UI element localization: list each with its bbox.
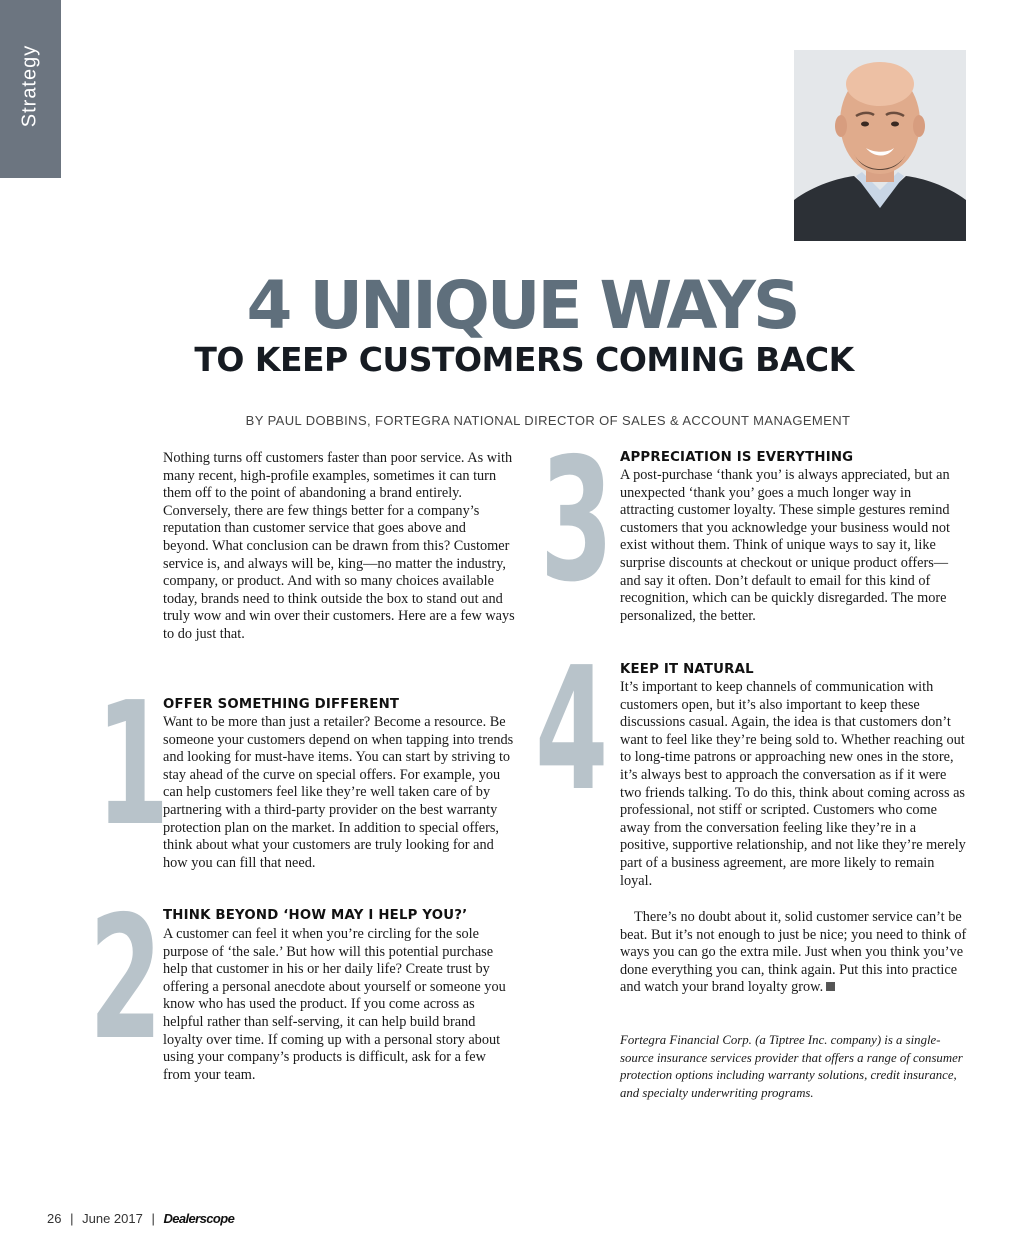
issue-date: June 2017	[82, 1211, 143, 1226]
section-2-heading: THINK BEYOND ‘HOW MAY I HELP YOU?’	[163, 908, 468, 923]
company-bio: Fortegra Financial Corp. (a Tiptree Inc. company) is a single-source insurance services provider that offers a range of consumer protection options including warranty solutions, credit insurance, and specialty underwriting programs.	[620, 1033, 963, 1100]
section-4-body	[620, 679, 968, 890]
section-1-body: Want to be more than just a retailer? Become a resource. Be someone your customers depend on when tapping into trends and looking for must-have items. You can start by striving to stay ahead of the curve on special offers. For example, you can help customers feel like they’re well taken care of by partnering with a third-party provider on the best warranty protection plan on the market. In addition to special offers, think about what your customers are truly looking for and how you can fill that need.	[163, 714, 514, 871]
section-3-heading: APPRECIATION IS EVERYTHING	[620, 450, 854, 465]
footer-separator-1: |	[70, 1211, 74, 1226]
section-tab	[0, 0, 61, 178]
end-mark-icon	[826, 982, 835, 991]
section-tab-label: Strategy	[18, 44, 41, 128]
author-portrait-graphic	[794, 50, 966, 241]
section-4-body-text: It’s important to keep channels of communication with customers open, but it’s also important to keep these discussions casual. Again, the idea is that customers don’t want to feel like they’re being sold to. Whether reaching out to long-time patrons or approaching new ones in the store, it’s always best to approach the conversation as if it were two friends talking. To do this, think about coming across as professional, not stiff or scripted. Customers who come away from the conversation feeling like they’re in a positive, supportive relationship, and not like they’re merely part of a business agreement, are more likely to remain loyal.	[620, 679, 966, 889]
section-3-body: A post-purchase ‘thank you’ is always appreciated, but an unexpected ‘thank you’ goes a much longer way in attracting customer loyalty. These simple gestures remind customers that you acknowledge your business would not exist without them. Think of unique ways to say it, like surprise discounts at checkout or unique product offers—and say it often. Don’t default to email for this kind of recognition, which can be quickly disregarded. The more personalized, the better.	[620, 467, 950, 624]
section-1-numeral: 1	[96, 666, 170, 864]
closing-text: There’s no doubt about it, solid customer service can’t be beat. But it’s not enough to just be nice; you need to think of ways you can go the extra mile. Just when you think you’ve done everything you can, think again. Put this into practice and watch your brand loyalty grow.	[620, 909, 967, 996]
section-4-numeral: 4	[535, 631, 609, 829]
article-title: 4 UNIQUE WAYS	[246, 267, 798, 344]
page-number: 26	[47, 1211, 62, 1226]
closing-paragraph	[620, 909, 968, 997]
section-2-numeral: 2	[89, 880, 163, 1078]
section-4-heading: KEEP IT NATURAL	[620, 662, 754, 677]
byline: BY PAUL DOBBINS, FORTEGRA NATIONAL DIRECTOR OF SALES & ACCOUNT MANAGEMENT	[245, 413, 851, 428]
author-photo	[794, 50, 966, 241]
section-1-heading: OFFER SOMETHING DIFFERENT	[163, 697, 400, 712]
page-footer	[47, 1211, 234, 1226]
section-3-numeral: 3	[540, 422, 614, 620]
article-subtitle: TO KEEP CUSTOMERS COMING BACK	[194, 340, 854, 379]
footer-separator-2: |	[151, 1211, 155, 1226]
intro-paragraph: Nothing turns off customers faster than poor service. As with many recent, high-profile examples, sometimes it can turn them off to the point of abandoning a brand entirely. Conversely, there are few things better for a company’s reputation than customer service that goes above and beyond. What conclusion can be drawn from this? Customer service is, and always will be, king—no matter the industry, company, or product. And with so many choices available today, brands need to think outside the box to stand out and truly wow and win over their customers. Here are a few ways to do just that.	[163, 450, 515, 642]
section-2-body: A customer can feel it when you’re circling for the sole purpose of ‘the sale.’ But how will this potential purchase help that customer in his or her daily life? Create trust by offering a personal anecdote about yourself or someone you know who has used the product. If you come across as helpful rather than self-serving, it can help build brand loyalty over time. If coming up with a personal story about using your company’s products is difficult, ask for a few from your team.	[163, 926, 506, 1083]
magazine-logo: Dealerscope	[163, 1211, 235, 1226]
